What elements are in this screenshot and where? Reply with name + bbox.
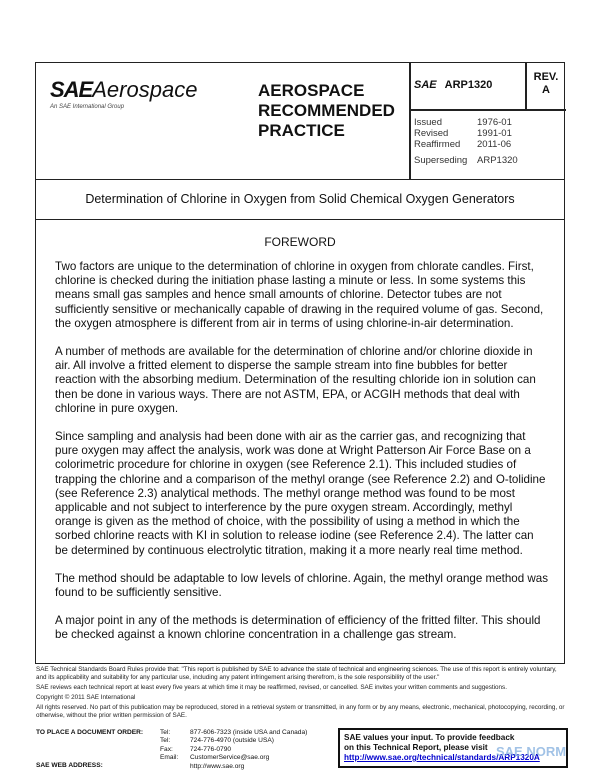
foreword-body — [55, 260, 549, 657]
doc-type — [258, 81, 395, 141]
note: SAE Technical Standards Board Rules provide that: "This report is published by SAE to advance the state of technical and engineering sciences. The use of this report is entirely voluntary, and its applicability and suitability for any particular use, including any patent infringement arising therefrom, is the sole responsibility of the user." — [36, 666, 557, 681]
superseding-label: Superseding — [414, 155, 468, 166]
contact-row — [160, 729, 307, 737]
doc-number — [414, 79, 492, 91]
date-value: 1991-01 — [477, 128, 512, 139]
feedback-text: on this Technical Report, please visit — [344, 743, 488, 752]
paragraph: Two factors are unique to the determination of chlorine in oxygen from chlorate candles. First, chlorine is checked during the initiation phase lasting a minute or less. In some systems this means small gas samples and hence small amounts of chlorine. Detector tubes are not sufficiently sensitive or mechanically capable of drawing in the required volume of gas. Second, the oxygen atmosphere is different from air in terms of using chlorine-in-air determination. — [55, 260, 544, 330]
date-value: 1976-01 — [477, 117, 512, 128]
contact-value: 877-606-7323 (inside USA and Canada) — [190, 729, 308, 736]
contact-label: Fax: — [160, 745, 173, 753]
contact-label — [160, 763, 190, 771]
note: All rights reserved. No part of this publication may be reproduced, stored in a retrieval system or transmitted, in any form or by any means, electronic, mechanical, photocopying, recording, or otherwise, without the prior written permission of SAE. — [36, 704, 565, 719]
order-label: TO PLACE A DOCUMENT ORDER: — [36, 729, 144, 736]
logo-brand: SAE — [50, 77, 93, 102]
divider — [409, 109, 566, 111]
divider — [409, 63, 411, 179]
sae-norm-watermark: SAE NORM — [496, 744, 567, 759]
contact-row — [160, 746, 307, 754]
date-label: Reaffirmed — [414, 139, 461, 150]
paragraph: A number of methods are available for the determination of chlorine and/or chlorine dioxide in air. All involve a fritted element to disperse the sample stream into fine bubbles for better reaction with the absorbing medium. Determination of the resulting chloride ion in solution can then be done in various ways. There are not ASTM, EPA, or ACGIH methods that deal with chlorine in pure oxygen. — [55, 345, 536, 415]
logo-subtitle: An SAE International Group — [50, 104, 125, 110]
date-label: Revised — [414, 128, 449, 139]
date-row — [414, 139, 512, 150]
doc-type-line: RECOMMENDED — [258, 101, 395, 120]
contact-value: 724-776-4970 (outside USA) — [190, 737, 274, 745]
contact-row — [160, 737, 307, 745]
email-link[interactable]: CustomerService@sae.org — [190, 754, 270, 762]
superseding-value: ARP1320 — [477, 155, 518, 166]
date-row — [414, 128, 512, 139]
sae-mark: SAE — [414, 79, 437, 91]
doc-type-line: PRACTICE — [258, 121, 345, 140]
contact-label: Tel: — [160, 737, 171, 745]
revision — [526, 71, 566, 97]
date-row — [414, 117, 512, 128]
contact-row — [160, 763, 307, 771]
section-heading: FOREWORD — [264, 235, 336, 249]
doc-number-value: ARP1320 — [444, 79, 493, 91]
sae-aerospace-logo — [50, 77, 197, 110]
contact-label: Email: — [160, 754, 179, 762]
logo-word: Aerospace — [92, 77, 198, 102]
superseding — [414, 155, 518, 166]
date-value: 2011-06 — [477, 139, 512, 150]
header — [36, 63, 564, 180]
note: Copyright © 2011 SAE International — [36, 694, 136, 701]
rev-label: REV. — [533, 71, 559, 83]
paragraph: The method should be adaptable to low levels of chlorine. Again, the methyl orange method was found to be sufficiently sensitive. — [55, 571, 549, 600]
website-link[interactable]: http://www.sae.org — [190, 762, 245, 770]
rev-value: A — [542, 84, 550, 96]
doc-type-line: AEROSPACE — [258, 81, 365, 100]
feedback-text: SAE values your input. To provide feedback — [344, 733, 515, 742]
cover-frame — [35, 62, 565, 664]
note: SAE reviews each technical report at least every five years at which time it may be reaffirmed, revised, or cancelled. SAE invites your written comments and suggestions. — [36, 684, 507, 691]
date-table — [414, 117, 512, 150]
paragraph: Since sampling and analysis had been done with air as the carrier gas, and recognizing that pure oxygen may affect the analysis, work was done at Wright Patterson Air Force Base on a colorimetric procedure for chlorine in oxygen (see Reference 2.1). This included studies of trapping the chlorine and a comparison of the methyl orange (see Reference 2.2) and O-tolidine (see Reference 2.3) analytical methods. The methyl orange method was found to be most applicable and not subject to interference by the pure oxygen stream. Accordingly, methyl orange is given as the method of choice, with the possibility of using a method in which the sorbed chlorine reacts with KI in solution to release iodine (see Reference 2.4). The latter can be determined by continuous electrolytic titration, making it a more nearly real time method. — [55, 430, 546, 557]
web-label: SAE WEB ADDRESS: — [36, 762, 103, 769]
feedback-link[interactable]: http://www.sae.org/technical/standards/ARP1320A — [344, 753, 540, 762]
legal-notes — [36, 666, 566, 722]
date-label: Issued — [414, 117, 442, 128]
contact-value: 724-776-0790 — [190, 745, 232, 753]
contact-list — [160, 729, 307, 771]
document-title: Determination of Chlorine in Oxygen from Solid Chemical Oxygen Generators — [36, 179, 564, 220]
paragraph: A major point in any of the methods is determination of efficiency of the fritted filter. This should be checked against a known chlorine concentration in a challenge gas stream. — [55, 614, 541, 642]
contact-label: Tel: — [160, 729, 171, 736]
contact-row — [160, 754, 307, 762]
